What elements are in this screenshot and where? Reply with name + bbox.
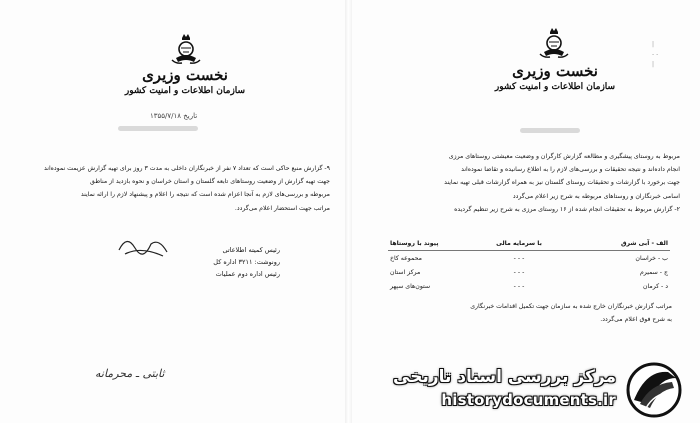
body-line: انجام داده‌اند و نتیجه تحقیقات و بررسی‌های لازم را به اطلاع رسانیده و تقاضا نموده‌اند [461, 166, 680, 174]
letterhead [490, 62, 620, 92]
document-closing [372, 300, 672, 326]
margin-marks: | - - | [652, 41, 659, 68]
table-cell: د - کرمان [642, 282, 668, 290]
lion-and-sun-crest-icon [168, 34, 204, 68]
table-row [388, 265, 670, 279]
body-line: اسامی خبرنگاران و روستاهای مربوطه به شرح زیر اعلام می‌گردد [512, 192, 680, 200]
document-body-left [30, 162, 330, 215]
redaction-smudge [520, 128, 580, 133]
table-cell: ب - خراسان [635, 254, 668, 262]
table-cell: - - - [513, 282, 525, 290]
table-cell: - - - [513, 268, 525, 276]
page-gutter [345, 0, 352, 423]
scroll-document-logo-icon [624, 360, 686, 418]
body-line: ۲- گزارش مربوط به تحقیقات انجام شده از ۱۶ روستای مرزی به شرح زیر تنظیم گردیده [454, 205, 680, 213]
body-line: مراتب جهت استحضار اعلام می‌گردد. [234, 204, 330, 212]
body-line: ۹- گزارش منبع حاکی است که تعداد ۷ نفر از خبرنگاران داخلی به مدت ۳ روز برای تهیه گزارش عزیمت نموده‌اند [43, 165, 330, 172]
letterhead [120, 66, 250, 96]
letterhead-title: نخست وزیری [142, 66, 228, 84]
table-cell: محموعه کاخ [390, 254, 422, 262]
lion-and-sun-crest-icon [536, 28, 572, 62]
document-reference: تاریخ ۱۳۵۵/۷/۱۸ [150, 112, 198, 120]
table-header: الف - آبی شرق [566, 236, 670, 251]
table-cell: ج - سمیرم [639, 268, 668, 276]
document-table [388, 236, 670, 293]
signature-line: رئیس کمیته اطلاعاتی [222, 246, 280, 254]
table-row [388, 251, 670, 266]
table-cell: مرکز استان [390, 268, 421, 276]
document-body-right [362, 150, 680, 216]
signature-line: رونوشت: ۳۲۱۱ اداره کل [213, 258, 280, 266]
table-cell: ستون‌های سپهر [390, 282, 431, 290]
watermark-title: مرکز بررسی اسناد تاریخی [393, 367, 616, 387]
body-line: مربوط به روستای پیشگیری و مطالعه گزارش کارگران و وضعیت معیشتی روستاهای مرزی [448, 153, 680, 160]
body-line: جهت برخورد با گزارشات و تحقیقات روستای گلستان نیز به همراه گزارشات قبلی تهیه نمایند [444, 179, 680, 187]
body-line: مراتب گزارش خبرنگاران خارج شده به سازمان جهت تکمیل اقدامات خبرنگاری [470, 303, 672, 310]
table-header: پیوند با روستاها [388, 236, 472, 251]
table-row [388, 279, 670, 293]
site-watermark [393, 360, 686, 418]
table-cell: - - - [513, 254, 525, 262]
letterhead-subtitle: سازمان اطلاعات و امنیت کشور [124, 86, 246, 96]
document-page-left [0, 0, 345, 423]
watermark-url[interactable]: historydocuments.ir [441, 391, 616, 409]
letterhead-title: نخست وزیری [512, 62, 598, 80]
body-line: جهت تهیه گزارش از وضعیت روستاهای تابعه گلستان و استان خراسان و نحوه بازدید از مناطق [90, 178, 330, 186]
letterhead-subtitle: سازمان اطلاعات و امنیت کشور [494, 82, 616, 92]
body-line: به شرح فوق اعلام می‌گردد. [600, 316, 672, 324]
signature-line: رئیس اداره دوم عملیات [215, 270, 280, 278]
handwritten-note: ثابتی ـ محرمانه [95, 367, 165, 380]
body-line: مربوطه و بررسی‌های لازم به آنجا اعزام شده است که نتیجه را اعلام و پیشنهاد لازم را ارائه نمایند [80, 191, 330, 199]
table-header: با سرمایه مالی [472, 236, 566, 251]
redaction-smudge [118, 126, 198, 131]
table-header-row [388, 236, 670, 251]
signature-block [150, 244, 280, 280]
